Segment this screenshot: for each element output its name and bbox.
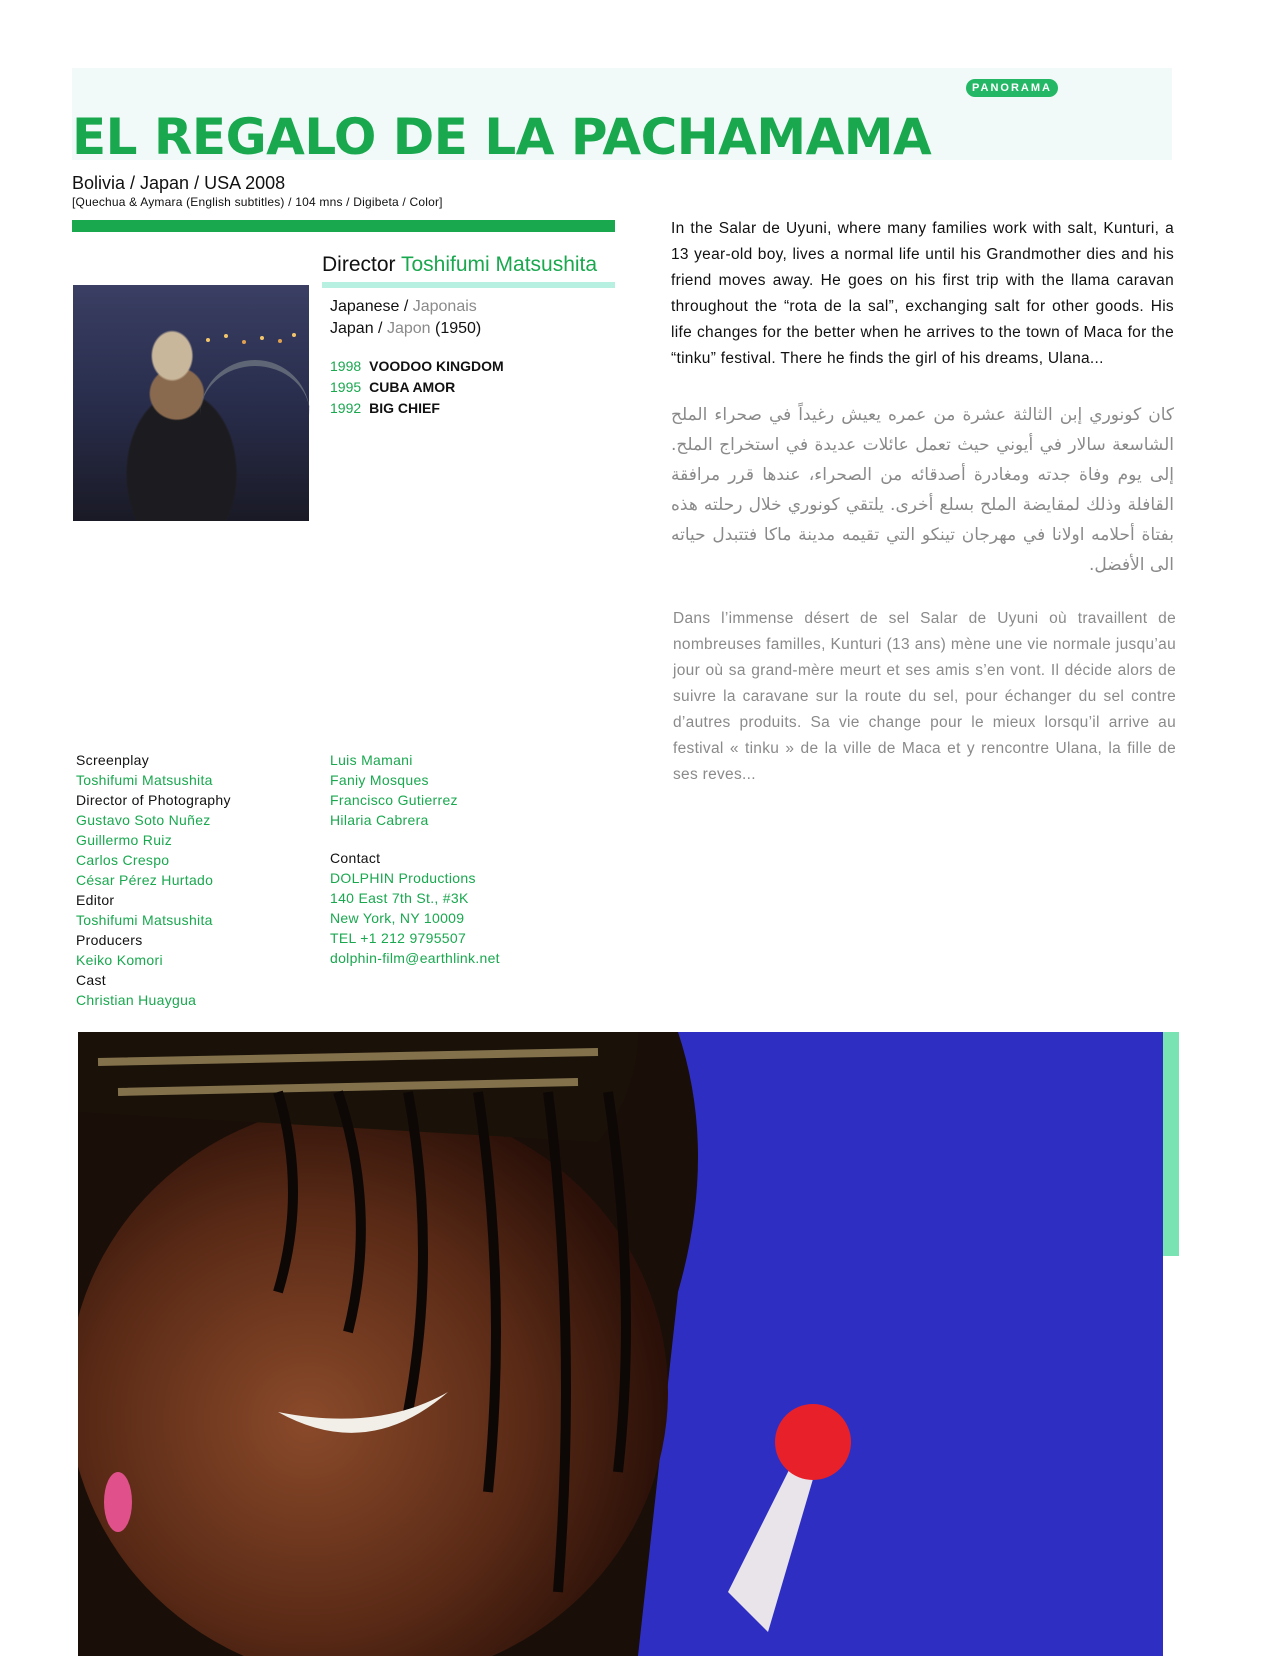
contact-street: 140 East 7th St., #3K [330,890,469,906]
still-pompom [775,1404,851,1480]
director-label: Director [322,253,396,276]
filmography-year: 1995 [330,379,362,395]
director-name: Toshifumi Matsushita [400,253,598,276]
title-rule [72,220,615,232]
credit-label-producers: Producers [76,932,143,948]
nationality-en: Japanese [330,298,400,315]
credit-label-cast: Cast [76,972,106,988]
birth-year: (1950) [434,320,482,337]
credit-screenplay: Toshifumi Matsushita [76,772,213,788]
synopsis-french: Dans l’immense désert de sel Salar de Uyuni où travaillent de nombreuses familles, Kunturi (13 ans) mène une vie normale jusqu’au jour où sa grand-mère meurt et ses amis s’en vont. Il décide alors de suivre la caravane sur la route du sel, pour échanger du sel contre d’autres produits. Sa vie change pour le mieux lorsqu’il arrive au festival « tinku » de la ville de Maca et y rencontre Ulana, la fille de ses reves... [673,610,1176,783]
production-line: Bolivia / Japan / USA 2008 [72,173,286,193]
credit-dop: Carlos Crespo [76,852,170,868]
contact-phone: TEL +1 212 9795507 [330,930,467,946]
credit-label-editor: Editor [76,892,115,908]
filmography-year: 1998 [330,358,362,374]
credit-cast: Christian Huaygua [76,992,197,1008]
filmography-year: 1992 [330,400,362,416]
tech-specs: [Quechua & Aymara (English subtitles) / 104 mns / Digibeta / Color] [72,195,443,209]
director-rule [322,282,615,288]
credit-cast: Faniy Mosques [330,772,429,788]
filmography-title: BIG CHIEF [369,400,440,416]
photo-city-lights [200,330,300,350]
credit-dop: Guillermo Ruiz [76,832,172,848]
contact-label: Contact [330,850,381,866]
credit-label-dop: Director of Photography [76,792,231,808]
credit-label-screenplay: Screenplay [76,752,150,768]
contact-email: dolphin-film@earthlink.net [330,950,500,966]
contact-city: New York, NY 10009 [330,910,465,926]
filmography-item [330,398,440,418]
filmography-title: CUBA AMOR [369,379,456,395]
contact-company: DOLPHIN Productions [330,870,476,886]
director-nationality: Japanese / Japonais [330,298,477,315]
credit-producers: Keiko Komori [76,952,163,968]
credit-cast: Luis Mamani [330,752,413,768]
credit-cast: Hilaria Cabrera [330,812,429,828]
credit-dop: Gustavo Soto Nuñez [76,812,211,828]
credit-editor: Toshifumi Matsushita [76,912,213,928]
director-heading [322,252,597,278]
film-title: EL REGALO DE LA PACHAMAMA [72,108,932,166]
still-accent-bar [1163,1032,1179,1256]
origin-fr: Japon [386,320,431,337]
nationality-fr: Japonais [412,298,477,315]
filmography-title: VOODOO KINGDOM [369,358,504,374]
director-origin: Japan / Japon (1950) [330,320,482,337]
still-earring [104,1472,132,1532]
credit-dop: César Pérez Hurtado [76,872,214,888]
origin-en: Japan [330,320,374,337]
section-badge: PANORAMA [966,79,1058,97]
film-still-illustration [78,1032,1163,1656]
filmography-item [330,356,504,376]
filmography-item [330,377,455,397]
film-still [78,1032,1163,1656]
synopsis-english: In the Salar de Uyuni, where many families work with salt, Kunturi, a 13 year-old boy, lives a normal life until his Grandmother dies and his friend moves away. He goes on his first trip with the llama caravan throughout the “rota de la sal”, exchanging salt for other goods. His life changes for the better when he arrives to the town of Maca for the “tinku” festival. There he finds the girl of his dreams, Ulana... [671,220,1174,367]
credit-cast: Francisco Gutierrez [330,792,458,808]
synopsis-arabic: كان كونوري إبن الثالثة عشرة من عمره يعيش رغيداً في صحراء الملح الشاسعة سالار في أيوني حيث تعمل عائلات عديدة في استخراج الملح. إلى يوم وفاة جدته ومغادرة أصدقائه من الصحراء، عندها قرر مرافقة القافلة وذلك لمقايضة الملح بسلع أخرى. يلتقي كونوري خلال رحلته هذه بفتاة أحلامه اولانا في مهرجان تينكو التي تقيمه مدينة ماكا فتتبدل حياته الى الأفضل. [671,405,1174,575]
